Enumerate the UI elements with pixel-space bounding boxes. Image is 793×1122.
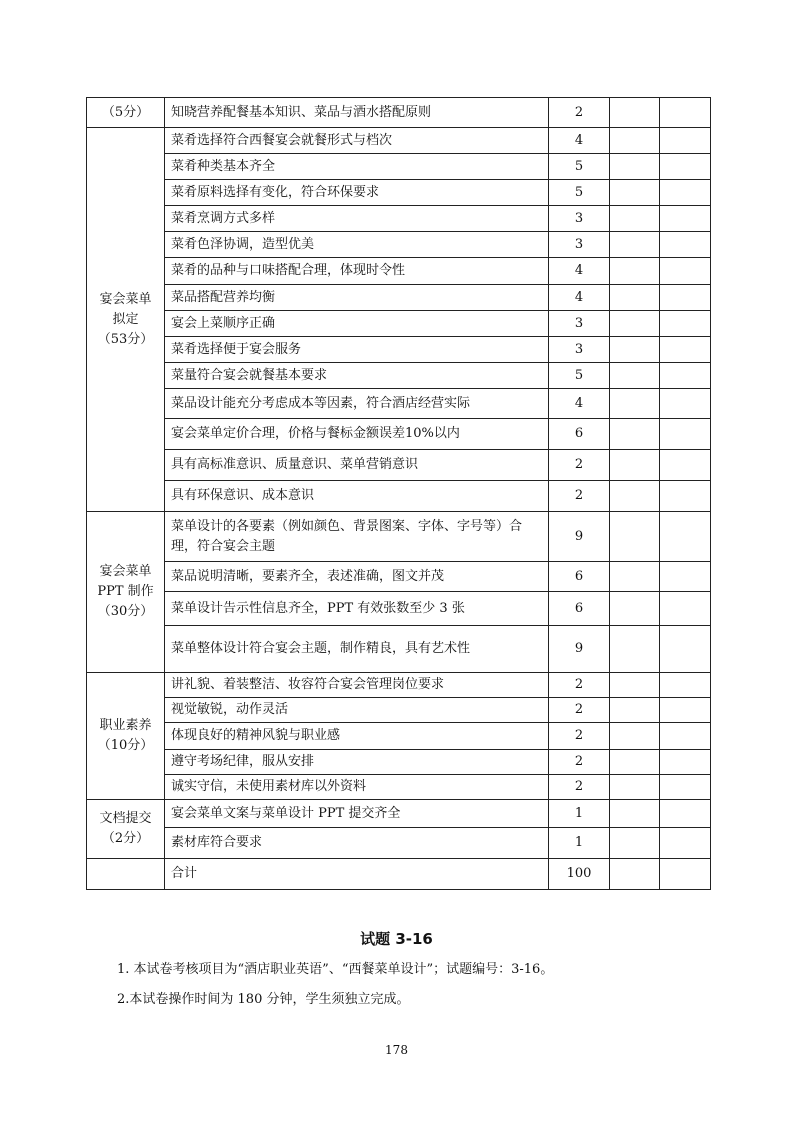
table-row (87, 389, 711, 419)
score-cell: 4 (549, 258, 610, 285)
score-cell: 6 (549, 419, 610, 450)
table-row (87, 481, 711, 512)
score-cell: 1 (549, 800, 610, 828)
score-cell: 2 (549, 673, 610, 698)
score-cell: 1 (549, 828, 610, 859)
table-row (87, 859, 711, 890)
blank-grade-cell (660, 311, 711, 337)
criterion-cell: 合计 (165, 859, 549, 890)
notice-line-2: 2.本试卷操作时间为 180 分钟，学生须独立完成。 (117, 992, 410, 1007)
table-row (87, 828, 711, 859)
blank-grade-cell (660, 592, 711, 626)
score-cell: 9 (549, 626, 610, 673)
blank-grade-cell (610, 258, 660, 285)
category-label: 宴会菜单 (99, 291, 152, 307)
blank-grade-cell (610, 750, 660, 775)
table-row (87, 673, 711, 698)
criterion-cell: 讲礼貌、着装整洁、妆容符合宴会管理岗位要求 (165, 673, 549, 698)
blank-grade-cell (660, 258, 711, 285)
blank-grade-cell (610, 775, 660, 800)
table-row (87, 285, 711, 311)
criterion-cell: 菜品搭配营养均衡 (165, 285, 549, 311)
score-cell: 5 (549, 180, 610, 206)
category-label: 职业素养 (99, 718, 152, 733)
blank-grade-cell (660, 128, 711, 154)
score-cell: 4 (549, 285, 610, 311)
blank-grade-cell (610, 800, 660, 828)
criterion-cell: 宴会上菜顺序正确 (165, 311, 549, 337)
blank-grade-cell (610, 232, 660, 258)
score-cell: 2 (549, 775, 610, 800)
table-row (87, 363, 711, 389)
category-label: PPT 制作 (97, 584, 154, 599)
category-cell (87, 800, 165, 859)
blank-grade-cell (660, 180, 711, 206)
blank-grade-cell (660, 481, 711, 512)
blank-grade-cell (610, 98, 660, 128)
scoring-table (86, 97, 711, 890)
criterion-cell: 菜肴的品种与口味搭配合理，体现时令性 (165, 258, 549, 285)
criterion-cell: 菜品说明清晰，要素齐全，表述准确，图文并茂 (165, 562, 549, 592)
score-cell: 4 (549, 389, 610, 419)
blank-grade-cell (610, 673, 660, 698)
table-row (87, 723, 711, 750)
table-row (87, 562, 711, 592)
blank-grade-cell (610, 363, 660, 389)
table-row (87, 750, 711, 775)
blank-grade-cell (660, 363, 711, 389)
blank-grade-cell (610, 626, 660, 673)
blank-grade-cell (610, 592, 660, 626)
criterion-cell: 菜品设计能充分考虑成本等因素，符合酒店经营实际 (165, 389, 549, 419)
blank-grade-cell (660, 232, 711, 258)
blank-grade-cell (660, 800, 711, 828)
category-label: （5分） (101, 104, 150, 120)
category-label: （2分） (101, 831, 150, 846)
criterion-cell: 诚实守信，未使用素材库以外资料 (165, 775, 549, 800)
score-cell: 6 (549, 592, 610, 626)
blank-grade-cell (660, 673, 711, 698)
table-row (87, 775, 711, 800)
blank-grade-cell (610, 154, 660, 180)
criterion-cell: 视觉敏锐，动作灵活 (165, 698, 549, 723)
criterion-cell: 菜单整体设计符合宴会主题，制作精良，具有艺术性 (165, 626, 549, 673)
criterion-cell: 菜肴烹调方式多样 (165, 206, 549, 232)
score-cell: 3 (549, 337, 610, 363)
blank-grade-cell (610, 419, 660, 450)
score-cell: 2 (549, 450, 610, 481)
page-number: 178 (385, 1043, 408, 1057)
table-row (87, 232, 711, 258)
table-row (87, 258, 711, 285)
blank-grade-cell (610, 698, 660, 723)
score-cell: 6 (549, 562, 610, 592)
score-cell: 2 (549, 98, 610, 128)
score-cell: 2 (549, 750, 610, 775)
blank-grade-cell (660, 562, 711, 592)
table-row (87, 337, 711, 363)
criterion-cell: 菜肴种类基本齐全 (165, 154, 549, 180)
table-row (87, 128, 711, 154)
category-label: 文档提交 (99, 811, 152, 826)
table-row (87, 698, 711, 723)
blank-grade-cell (660, 626, 711, 673)
score-cell: 100 (549, 859, 610, 890)
criterion-cell: 素材库符合要求 (165, 828, 549, 859)
blank-grade-cell (610, 311, 660, 337)
criterion-cell: 知晓营养配餐基本知识、菜品与酒水搭配原则 (165, 98, 549, 128)
blank-grade-cell (660, 389, 711, 419)
blank-grade-cell (660, 828, 711, 859)
criterion-cell: 菜量符合宴会就餐基本要求 (165, 363, 549, 389)
criterion-cell: 具有高标准意识、质量意识、菜单营销意识 (165, 450, 549, 481)
table-row (87, 154, 711, 180)
category-cell (87, 128, 165, 512)
score-cell: 5 (549, 154, 610, 180)
score-cell: 2 (549, 723, 610, 750)
table-row (87, 450, 711, 481)
category-cell (87, 98, 165, 128)
blank-grade-cell (610, 337, 660, 363)
blank-grade-cell (660, 775, 711, 800)
score-cell: 5 (549, 363, 610, 389)
table-row (87, 800, 711, 828)
score-cell: 9 (549, 512, 610, 562)
criterion-cell: 菜单设计告示性信息齐全，PPT 有效张数至少 3 张 (165, 592, 549, 626)
criterion-cell: 宴会菜单定价合理，价格与餐标金额误差10%以内 (165, 419, 549, 450)
category-cell (87, 673, 165, 800)
table-row (87, 180, 711, 206)
notice-line-1: 1. 本试卷考核项目为“酒店职业英语”、“西餐菜单设计”；试题编号：3-16。 (117, 962, 554, 977)
blank-grade-cell (660, 285, 711, 311)
score-cell: 2 (549, 481, 610, 512)
criterion-cell: 遵守考场纪律，服从安排 (165, 750, 549, 775)
blank-grade-cell (660, 450, 711, 481)
blank-grade-cell (660, 206, 711, 232)
blank-grade-cell (610, 180, 660, 206)
table-row (87, 206, 711, 232)
score-cell: 2 (549, 698, 610, 723)
blank-grade-cell (610, 285, 660, 311)
score-cell: 3 (549, 311, 610, 337)
blank-grade-cell (660, 512, 711, 562)
category-cell (87, 859, 165, 890)
criterion-cell: 菜单设计的各要素（例如颜色、背景图案、字体、字号等）合理，符合宴会主题 (165, 512, 549, 562)
criterion-cell: 菜肴选择符合西餐宴会就餐形式与档次 (165, 128, 549, 154)
score-cell: 3 (549, 206, 610, 232)
criterion-cell: 宴会菜单文案与菜单设计 PPT 提交齐全 (165, 800, 549, 828)
criterion-cell: 菜肴原料选择有变化，符合环保要求 (165, 180, 549, 206)
category-label: 拟定 (112, 311, 139, 327)
blank-grade-cell (660, 859, 711, 890)
table-row (87, 311, 711, 337)
blank-grade-cell (610, 723, 660, 750)
criterion-cell: 具有环保意识、成本意识 (165, 481, 549, 512)
category-label: 宴会菜单 (99, 564, 152, 579)
blank-grade-cell (610, 512, 660, 562)
blank-grade-cell (610, 206, 660, 232)
category-label: （30分） (97, 604, 154, 619)
section-title: 试题 3-16 (360, 930, 433, 948)
blank-grade-cell (660, 154, 711, 180)
table-row (87, 98, 711, 128)
table-row (87, 419, 711, 450)
blank-grade-cell (610, 128, 660, 154)
blank-grade-cell (660, 750, 711, 775)
blank-grade-cell (610, 389, 660, 419)
table-row (87, 626, 711, 673)
category-cell (87, 512, 165, 673)
score-cell: 4 (549, 128, 610, 154)
blank-grade-cell (660, 98, 711, 128)
scoring-table-body (87, 98, 711, 890)
blank-grade-cell (660, 723, 711, 750)
blank-grade-cell (610, 562, 660, 592)
table-row (87, 592, 711, 626)
blank-grade-cell (610, 481, 660, 512)
category-label: （10分） (97, 738, 154, 753)
score-cell: 3 (549, 232, 610, 258)
blank-grade-cell (660, 419, 711, 450)
table-row (87, 512, 711, 562)
criterion-cell: 菜肴色泽协调，造型优美 (165, 232, 549, 258)
criterion-cell: 体现良好的精神风貌与职业感 (165, 723, 549, 750)
blank-grade-cell (610, 828, 660, 859)
blank-grade-cell (610, 450, 660, 481)
category-label: （53分） (97, 331, 154, 347)
blank-grade-cell (660, 698, 711, 723)
blank-grade-cell (610, 859, 660, 890)
criterion-cell: 菜肴选择便于宴会服务 (165, 337, 549, 363)
blank-grade-cell (660, 337, 711, 363)
